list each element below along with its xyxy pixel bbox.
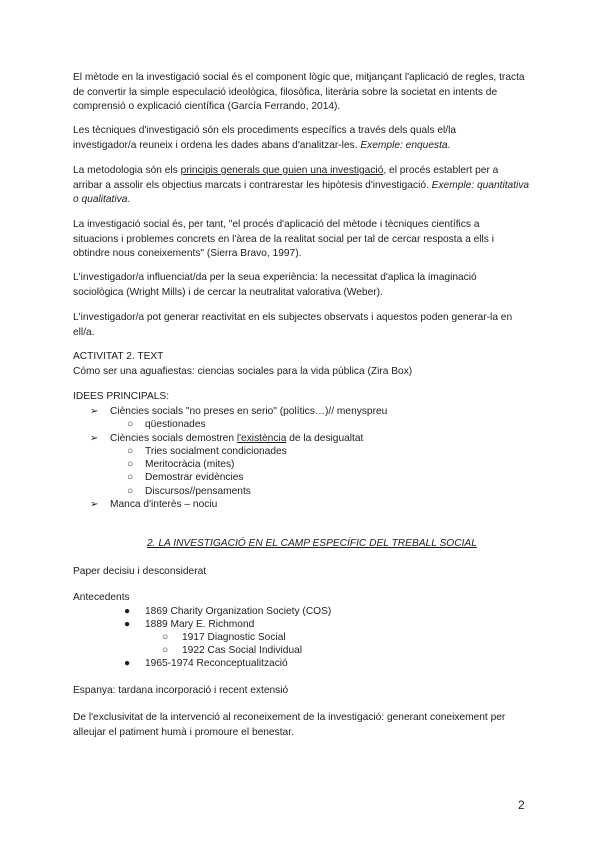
list-item-text: 1965-1974 Reconceptualització [145,658,288,669]
list-item-text: 1889 Mary E. Richmond [145,619,255,630]
list-item-text: 1869 Charity Organization Society (COS) [145,606,332,617]
paragraph-methodology [73,164,528,208]
list-item-text: Demostrar evidències [145,472,244,483]
text-line: obtindre nous coneixements" (Sierra Bravo, 1997). [73,248,302,260]
underlined-text: l'existència [236,433,287,444]
list-item-text: 1917 Diagnostic Social [182,632,286,643]
example-text: Exemple: quantitativa [431,179,530,191]
circle-bullet-icon: ○ [127,459,134,470]
text-run: . [447,139,451,151]
underlined-text: principis generals que guien una investigació [180,165,384,176]
text-line: L'investigador/a pot generar reactivitat en els subjectes observats i aquestos poden generar-la en [73,312,513,323]
arrow-bullet-icon: ➢ [90,433,99,444]
circle-bullet-icon: ○ [127,446,134,457]
list-item-text: Discursos//pensaments [145,486,251,497]
dot-bullet-icon: ● [124,658,131,669]
circle-bullet-icon: ○ [162,645,169,656]
circle-bullet-icon: ○ [127,486,134,497]
paragraph-social-research [73,218,528,262]
dot-bullet-icon: ● [124,606,131,617]
text-line: situacions i problemes concrets en l'àrea de la realitat social per tal de cercar resposta a ells i [73,233,494,245]
list-item-text: 1922 Cas Social Individual [182,645,303,656]
paper-line: Paper decisiu i desconsiderat [73,566,207,577]
list-item-text: Ciències socials "no preses en serio" (polítics…)// menyspreu [110,406,388,417]
closing-paragraph [73,711,528,740]
ideas-title: IDEES PRINCIPALS: [73,391,170,402]
text-line: L'investigador/a influenciat/da per la seua experiència: la necessitat d'aplica la imaginació [73,272,477,283]
section-heading: 2. LA INVESTIGACIÓ EN EL CAMP ESPECÍFIC DEL TREBALL SOCIAL [147,538,477,549]
text-line: Les tècniques d'investigació són els procediments específics a través dels quals el/la [73,125,457,136]
text-line: alleujar el patiment humà i promoure el benestar. [73,726,294,738]
text-run: investigador/a reuneix i ordena les dades abans d'analitzar-les. [73,139,361,151]
text-line [73,164,528,179]
text-line [73,193,528,208]
text-run: La metodologia són els [73,165,181,176]
paragraph-reactivity [73,311,528,340]
text-line [73,179,528,194]
paragraph-researcher-influence [73,271,528,300]
arrow-bullet-icon: ➢ [90,406,99,417]
activity-block [73,350,528,379]
text-line: El mètode en la investigació social és el component lògic que, mitjançant l'aplicació de regles, tracta [73,72,525,83]
circle-bullet-icon: ○ [162,632,169,643]
spain-line: Espanya: tardana incorporació i recent extensió [73,685,289,696]
text-run: . [127,194,131,206]
text-line [73,139,528,154]
text-line: comprensió o explicació científica (García Ferrando, 2014). [73,101,341,113]
circle-bullet-icon: ○ [127,472,134,483]
list-item-text [110,432,363,445]
text-run: arribar a assolir els objectius marcats i contrarestar les hipòtesis d'investigació. [73,179,432,191]
activity-subtitle: Cómo ser una aguafiestas: ciencias sociales para la vida pública (Zira Box) [73,365,413,377]
paragraph-method [73,71,528,115]
text-run: Ciències socials demostren [110,433,237,444]
text-line: ell/a. [73,326,95,338]
dot-bullet-icon: ● [124,619,131,630]
antecedents-title: Antecedents [73,592,130,603]
example-text: Exemple: enquesta [360,139,448,151]
list-item-text: Tries socialment condicionades [145,446,287,457]
list-item-text: qüestionades [145,419,206,430]
page-number: 2 [518,798,525,812]
activity-title: ACTIVITAT 2. TEXT [73,351,164,362]
text-line: sociològica (Wright Mills) i de cercar la neutralitat valorativa (Weber). [73,286,383,298]
circle-bullet-icon: ○ [127,419,134,430]
text-line: La investigació social és, per tant, "el procés d'aplicació del mètode i tècniques científics a [73,219,480,230]
paragraph-techniques [73,124,528,153]
text-run: , el procés establert per a [383,165,499,176]
text-line: de convertir la simple especulació ideològica, filosòfica, literària sobre la societat en intents de [73,86,498,98]
list-item-text: Meritocràcia (mites) [145,459,235,470]
example-text: o qualitativa [73,194,128,206]
list-item-text: Manca d'interès – nociu [110,499,218,510]
text-line: De l'exclusivitat de la intervenció al reconeixement de la investigació: generant coneixement per [73,712,506,723]
arrow-bullet-icon: ➢ [90,499,99,510]
text-run: de la desigualtat [286,433,364,444]
